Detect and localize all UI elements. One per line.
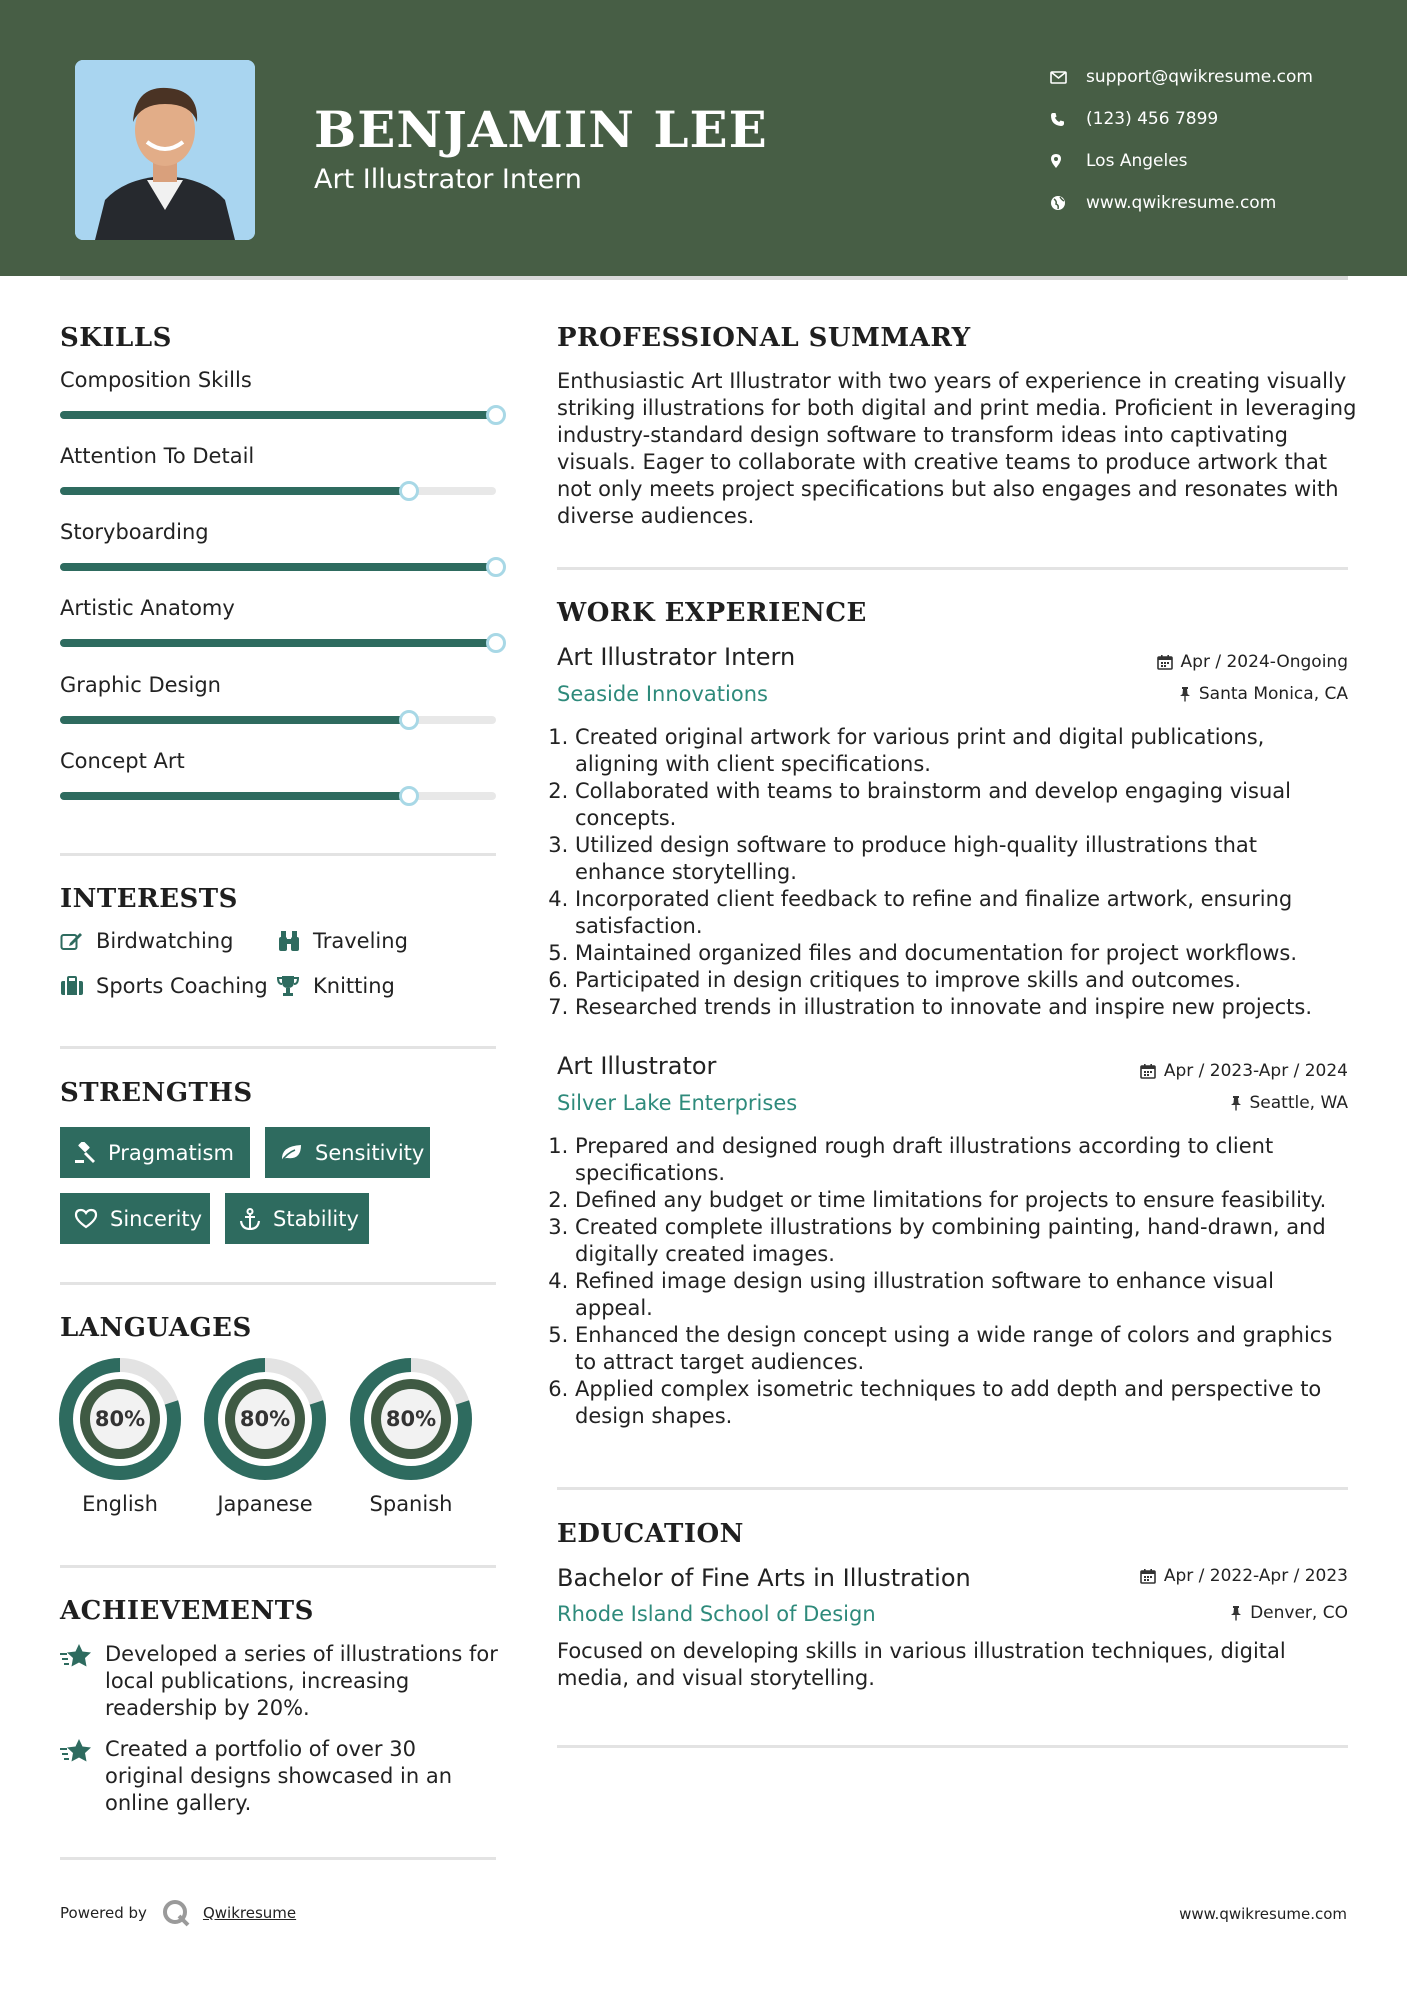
- language-name: Spanish: [369, 1492, 453, 1516]
- star-icon: [60, 1641, 105, 1722]
- trophy-icon: [277, 975, 313, 997]
- interest-item: [60, 929, 233, 953]
- language-item: [204, 1358, 326, 1516]
- job-company: Silver Lake Enterprises: [557, 1091, 798, 1115]
- language-percent: 80%: [239, 1407, 291, 1431]
- header-divider: [60, 276, 1348, 280]
- contact-phone[interactable]: [1050, 98, 1313, 140]
- section-divider: [60, 853, 496, 856]
- skill-item: [60, 520, 496, 544]
- language-name: Japanese: [217, 1492, 313, 1516]
- strength-label: Sensitivity: [315, 1140, 425, 1165]
- education-location-text: Denver, CO: [1250, 1603, 1348, 1623]
- language-ring: [204, 1358, 326, 1480]
- skill-label: Attention To Detail: [60, 444, 255, 468]
- interests-heading: INTERESTS: [60, 884, 238, 914]
- skill-bar-knob: [399, 481, 419, 501]
- job-bullet: 6. Applied complex isometric techniques to add depth and perspective to design shapes.: [575, 1376, 1352, 1430]
- job-company: Seaside Innovations: [557, 682, 768, 706]
- section-divider: [557, 1745, 1348, 1748]
- summary-text: Enthusiastic Art Illustrator with two years of experience in creating visually striking illustrations for both digital and print media. Proficient in leveraging industry-standard design software to transform ideas into captivating visuals. Eager to collaborate with creative teams to produce artwork that not only meets project specifications but also engages and resonates with diverse audiences.: [557, 369, 1357, 528]
- skill-item: [60, 596, 496, 620]
- edit-icon: [60, 931, 96, 951]
- contact-email-text: support@qwikresume.com: [1086, 67, 1313, 87]
- skill-bar-fill: [60, 639, 496, 647]
- job-bullet: 1. Created original artwork for various print and digital publications, aligning with client specifications.: [575, 724, 1352, 778]
- interest-item: [277, 929, 408, 953]
- strength-label: Stability: [273, 1206, 359, 1231]
- strength-badge: [225, 1193, 369, 1244]
- footer-powered-by: [60, 1898, 296, 1928]
- globe-icon: [1050, 195, 1086, 211]
- achievement-item: [60, 1641, 500, 1722]
- languages-heading: LANGUAGES: [60, 1313, 252, 1343]
- footer-brand-link[interactable]: Qwikresume: [202, 1904, 297, 1922]
- skill-item: [60, 368, 496, 392]
- job-bullet: 7. Researched trends in illustration to innovate and inspire new projects.: [575, 994, 1352, 1021]
- job-location-text: Santa Monica, CA: [1198, 684, 1348, 704]
- interest-label: Sports Coaching: [96, 974, 268, 998]
- skill-label: Storyboarding: [60, 520, 209, 544]
- interest-label: Traveling: [313, 929, 408, 953]
- skill-item: [60, 673, 496, 697]
- strength-label: Sincerity: [110, 1206, 203, 1231]
- strengths-heading: STRENGTHS: [60, 1078, 253, 1108]
- contact-location: [1050, 140, 1313, 182]
- skill-bar-knob: [486, 405, 506, 425]
- skill-label: Concept Art: [60, 749, 185, 773]
- profile-photo: [75, 60, 255, 240]
- leaf-icon: [279, 1143, 303, 1163]
- briefcase-icon: [60, 976, 96, 996]
- calendar-icon: [1140, 1063, 1156, 1079]
- skill-bar: [60, 792, 496, 800]
- achievement-item: [60, 1736, 500, 1817]
- language-item: [59, 1358, 181, 1516]
- contact-location-text: Los Angeles: [1086, 151, 1188, 171]
- job-date: [1157, 652, 1348, 672]
- job-bullet: 4. Incorporated client feedback to refine and finalize artwork, ensuring satisfaction.: [575, 886, 1352, 940]
- job-date: [1140, 1061, 1348, 1081]
- education-location: [1230, 1603, 1348, 1623]
- job-title: Art Illustrator Intern: [557, 643, 796, 671]
- pushpin-icon: [1179, 686, 1191, 702]
- section-divider: [60, 1046, 496, 1049]
- skill-bar: [60, 487, 496, 495]
- job-location: [1179, 684, 1348, 704]
- skill-bar: [60, 563, 496, 571]
- strength-badge: [265, 1127, 430, 1178]
- education-school: Rhode Island School of Design: [557, 1602, 876, 1626]
- skill-bar-fill: [60, 487, 409, 495]
- skill-label: Composition Skills: [60, 368, 252, 392]
- skill-bar-fill: [60, 716, 409, 724]
- skill-bar-knob: [399, 710, 419, 730]
- candidate-name: BENJAMIN LEE: [314, 100, 768, 159]
- job-bullet: 5. Maintained organized files and documentation for project workflows.: [575, 940, 1352, 967]
- skill-label: Artistic Anatomy: [60, 596, 235, 620]
- language-percent: 80%: [94, 1407, 146, 1431]
- anchor-icon: [239, 1208, 261, 1230]
- skill-bar-fill: [60, 411, 496, 419]
- section-divider: [557, 567, 1348, 570]
- interest-label: Knitting: [313, 974, 395, 998]
- job-bullet: 5. Enhanced the design concept using a wide range of colors and graphics to attract target audiences.: [575, 1322, 1352, 1376]
- contact-email[interactable]: [1050, 56, 1313, 98]
- education-heading: EDUCATION: [557, 1519, 744, 1549]
- star-icon: [60, 1736, 105, 1817]
- experience-heading: WORK EXPERIENCE: [557, 598, 867, 628]
- binoculars-icon: [277, 930, 313, 952]
- skill-bar-knob: [399, 786, 419, 806]
- job-bullets: [557, 1133, 1352, 1430]
- job-location: [1230, 1093, 1349, 1113]
- job-bullet: 2. Collaborated with teams to brainstorm and develop engaging visual concepts.: [575, 778, 1352, 832]
- job-bullet: 3. Utilized design software to produce high-quality illustrations that enhance storytelling.: [575, 832, 1352, 886]
- section-divider: [60, 1565, 496, 1568]
- contact-website-text: www.qwikresume.com: [1086, 193, 1277, 213]
- education-degree: Bachelor of Fine Arts in Illustration: [557, 1564, 971, 1592]
- qwikresume-logo-icon: [161, 1898, 191, 1928]
- job-bullet: 6. Participated in design critiques to improve skills and outcomes.: [575, 967, 1352, 994]
- section-divider: [60, 1857, 496, 1860]
- skill-bar: [60, 716, 496, 724]
- language-ring: [59, 1358, 181, 1480]
- education-date-text: Apr / 2022-Apr / 2023: [1163, 1566, 1348, 1586]
- skills-heading: SKILLS: [60, 323, 172, 353]
- strength-badge: [60, 1127, 250, 1178]
- job-title: Art Illustrator: [557, 1052, 717, 1080]
- skill-bar-knob: [486, 557, 506, 577]
- skill-bar-fill: [60, 563, 496, 571]
- skill-bar: [60, 411, 496, 419]
- pushpin-icon: [1230, 1095, 1242, 1111]
- language-ring: [350, 1358, 472, 1480]
- section-divider: [557, 1487, 1348, 1490]
- footer-powered-label: Powered by: [60, 1904, 147, 1922]
- map-pin-icon: [1050, 153, 1086, 169]
- job-date-text: Apr / 2023-Apr / 2024: [1163, 1061, 1348, 1081]
- skill-bar-knob: [486, 633, 506, 653]
- calendar-icon: [1140, 1568, 1156, 1584]
- language-name: English: [82, 1492, 158, 1516]
- skill-bar: [60, 639, 496, 647]
- contact-list: [1050, 56, 1313, 224]
- resume-header: [0, 0, 1407, 276]
- job-bullet: 1. Prepared and designed rough draft illustrations according to client specifications.: [575, 1133, 1352, 1187]
- footer-website-link[interactable]: www.qwikresume.com: [1179, 1905, 1347, 1923]
- gavel-icon: [74, 1142, 96, 1164]
- heart-icon: [74, 1208, 98, 1229]
- envelope-icon: [1050, 71, 1086, 84]
- job-bullet: 4. Refined image design using illustration software to enhance visual appeal.: [575, 1268, 1352, 1322]
- phone-icon: [1050, 112, 1086, 127]
- strength-label: Pragmatism: [108, 1140, 234, 1165]
- language-percent: 80%: [385, 1407, 437, 1431]
- pushpin-icon: [1230, 1605, 1242, 1621]
- job-bullet: 2. Defined any budget or time limitations for projects to ensure feasibility.: [575, 1187, 1352, 1214]
- contact-phone-text: (123) 456 7899: [1086, 109, 1219, 129]
- skill-label: Graphic Design: [60, 673, 221, 697]
- skill-item: [60, 749, 496, 773]
- job-date-text: Apr / 2024-Ongoing: [1180, 652, 1348, 672]
- interest-item: [60, 974, 268, 998]
- achievement-text: Developed a series of illustrations for local publications, increasing readership by 20%.: [105, 1642, 498, 1720]
- contact-website[interactable]: [1050, 182, 1313, 224]
- education-date: [1140, 1566, 1348, 1586]
- education-text: Focused on developing skills in various illustration techniques, digital media, and visual storytelling.: [557, 1639, 1286, 1690]
- section-divider: [60, 1282, 496, 1285]
- job-bullets: [557, 724, 1352, 1021]
- language-item: [350, 1358, 472, 1516]
- interest-item: [277, 974, 395, 998]
- job-bullet: 3. Created complete illustrations by combining painting, hand-drawn, and digitally created images.: [575, 1214, 1352, 1268]
- candidate-title: Art Illustrator Intern: [314, 164, 582, 195]
- job-location-text: Seattle, WA: [1249, 1093, 1348, 1113]
- achievement-text: Created a portfolio of over 30 original designs showcased in an online gallery.: [105, 1737, 453, 1815]
- calendar-icon: [1157, 654, 1173, 670]
- skill-item: [60, 444, 496, 468]
- summary-heading: PROFESSIONAL SUMMARY: [557, 323, 971, 353]
- skill-bar-fill: [60, 792, 409, 800]
- interest-label: Birdwatching: [96, 929, 234, 953]
- achievements-heading: ACHIEVEMENTS: [60, 1596, 314, 1626]
- strength-badge: [60, 1193, 210, 1244]
